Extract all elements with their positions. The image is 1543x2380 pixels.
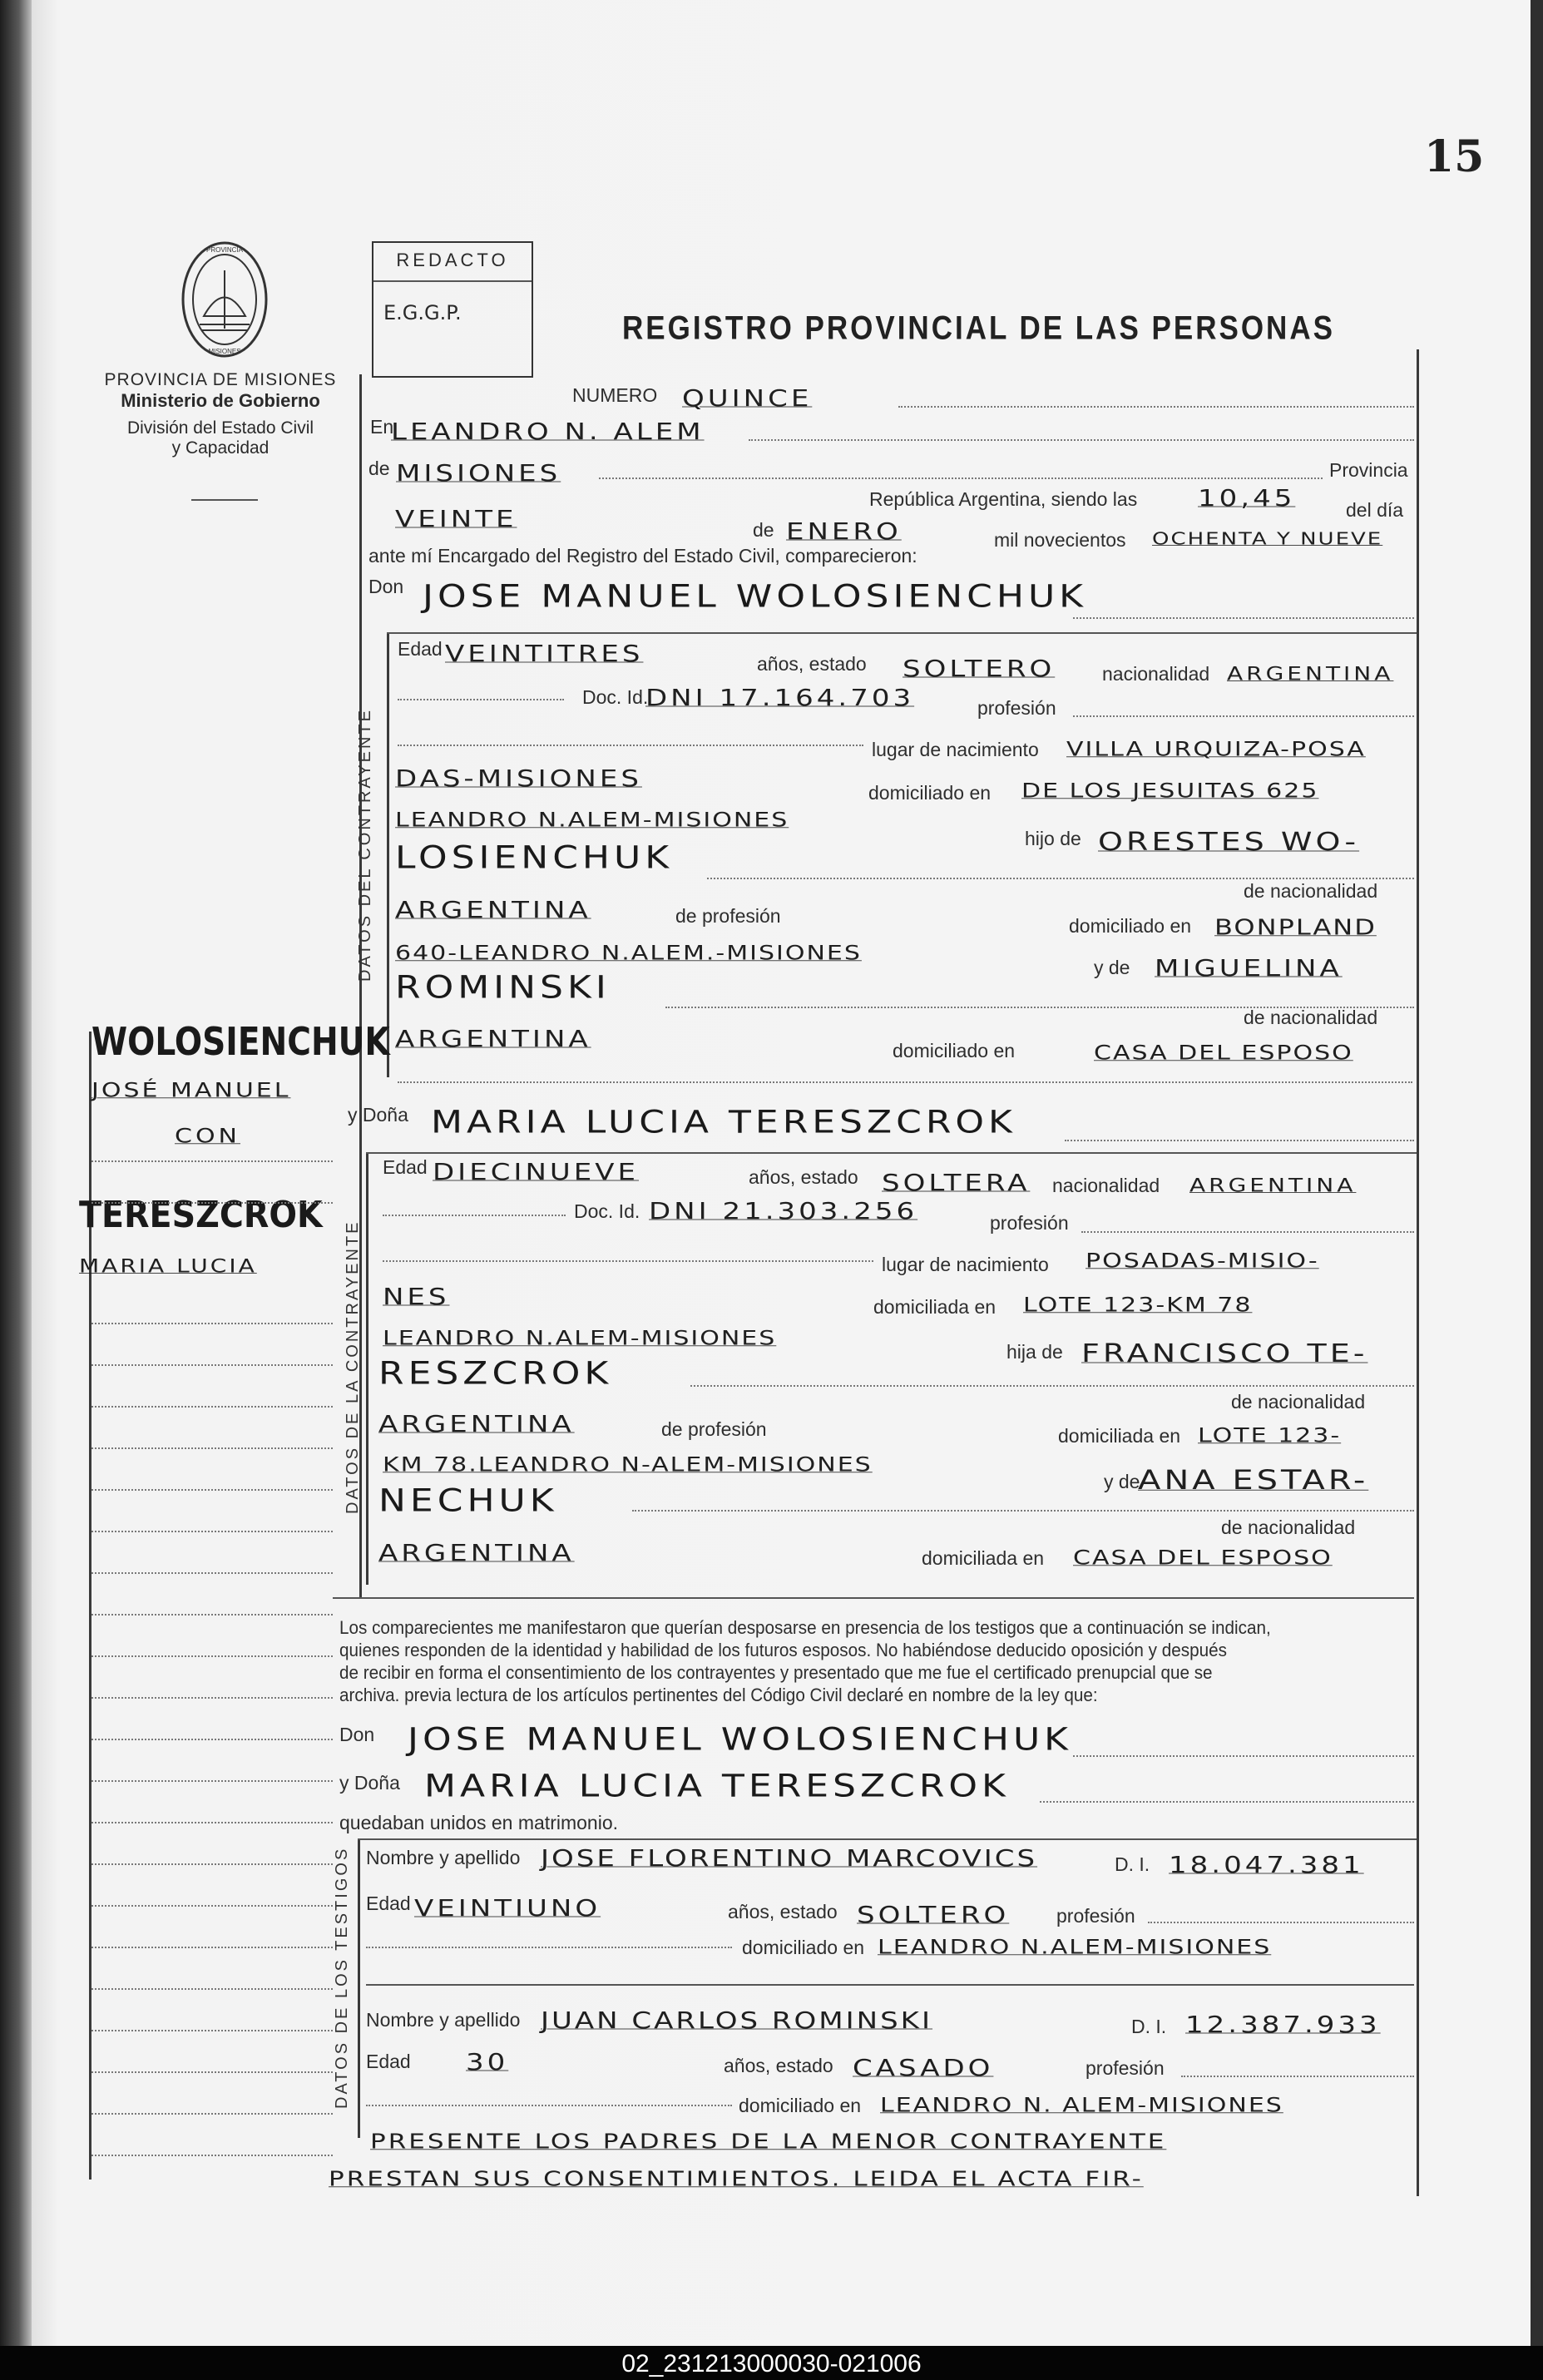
bride-lugar-label: lugar de nacimiento [882, 1254, 1049, 1275]
w1-edad: VEINTIUNO [414, 1895, 601, 1922]
margin-apellido-2: TERESZCROK [79, 1194, 323, 1236]
numero-value: QUINCE [682, 385, 813, 412]
notes-line-2: PRESTAN SUS CONSENTIMIENTOS. LEIDA EL ACTA FIR- [329, 2167, 1144, 2191]
bride-hija-label: hija de [1006, 1341, 1063, 1363]
w2-prof-label: profesión [1086, 2057, 1165, 2079]
w1-dom-label: domiciliado en [742, 1937, 865, 1958]
province-name: PROVINCIA DE MISIONES [104, 370, 337, 389]
groom-edad: VEINTITRES [445, 641, 644, 667]
w1-domicilio: LEANDRO N.ALEM-MISIONES [878, 1936, 1272, 1959]
bride-side-label: DATOS DE LA CONTRAYENTE [344, 1220, 362, 1514]
bride-padre-2: RESZCROK [378, 1355, 613, 1392]
bride-anios-label: años, estado [749, 1166, 858, 1188]
bride-name: MARIA LUCIA TERESZCROK [431, 1104, 1016, 1141]
bride-dona-label: y Doña [348, 1104, 408, 1126]
en-label: En [370, 416, 394, 438]
groom-hijo-label: hijo de [1025, 828, 1081, 849]
del-dia-label: del día [1346, 499, 1404, 521]
w2-nombre: JUAN CARLOS ROMINSKI [541, 2007, 933, 2034]
declaration-dona-label: y Doña [339, 1772, 400, 1794]
redacto-stamp [372, 241, 533, 378]
declaration-don: JOSE MANUEL WOLOSIENCHUK [408, 1721, 1073, 1758]
groom-padre-dom-2: 640-LEANDRO N.ALEM.-MISIONES [395, 942, 862, 965]
division-name: División del Estado Civil [126, 418, 314, 438]
bride-nac-label: nacionalidad [1052, 1175, 1160, 1196]
w1-di-label: D. I. [1115, 1853, 1150, 1875]
bride-madre-1: ANA ESTAR- [1138, 1465, 1369, 1496]
groom-madre-nac: ARGENTINA [395, 1026, 591, 1052]
bride-block-border [366, 1152, 368, 1585]
bride-prof-label: profesión [990, 1212, 1069, 1234]
groom-edad-label: Edad [398, 638, 443, 660]
groom-madre-2: ROMINSKI [395, 969, 611, 1006]
groom-doc: DNI 17.164.703 [645, 685, 915, 711]
groom-lugar-2: DAS-MISIONES [395, 765, 642, 792]
w1-edad-label: Edad [366, 1893, 411, 1914]
seal-bottom-text: MISIONES [208, 348, 241, 355]
bride-madre-dom-label: domiciliada en [922, 1547, 1045, 1569]
bride-doc-label: Doc. Id. [574, 1200, 640, 1222]
hora-value: 10,45 [1198, 485, 1296, 512]
w2-di: 12.387.933 [1185, 2011, 1381, 2038]
numero-label: NUMERO [572, 384, 658, 406]
groom-lugar-1: VILLA URQUIZA-POSA [1066, 738, 1366, 761]
bride-estado: SOLTERA [882, 1170, 1031, 1196]
declaration-paragraph [339, 1616, 1412, 1706]
groom-padre-prof-label: de profesión [675, 905, 781, 927]
w2-di-label: D. I. [1131, 2016, 1167, 2037]
declaration-line-4: archiva. previa lectura de los artículos pertinentes del Código Civil declaré en nombre de la ley que: [339, 1685, 1098, 1705]
groom-padre-nac-label: de nacionalidad [1244, 880, 1378, 902]
provincia-value: MISIONES [396, 460, 561, 487]
w2-domicilio: LEANDRO N. ALEM-MISIONES [880, 2094, 1283, 2117]
bride-padre-dom-1: LOTE 123- [1198, 1424, 1342, 1447]
groom-estado: SOLTERO [903, 656, 1056, 682]
bride-lugar-1: POSADAS-MISIO- [1086, 1249, 1319, 1273]
groom-nac-label: nacionalidad [1102, 663, 1210, 685]
groom-doc-label: Doc. Id. [582, 686, 649, 708]
w1-prof-label: profesión [1056, 1905, 1135, 1927]
margin-nombre-2: MARIA LUCIA [79, 1254, 257, 1277]
republica-label: República Argentina, siendo las [869, 488, 1138, 510]
provincial-seal-icon [179, 237, 270, 362]
groom-y-de-label: y de [1094, 957, 1130, 978]
localidad-value: LEANDRO N. ALEM [391, 418, 705, 445]
bride-domicilio-1: LOTE 123-KM 78 [1023, 1294, 1253, 1317]
declaration-dona: MARIA LUCIA TERESZCROK [424, 1768, 1010, 1804]
declaration-closing: quedaban unidos en matrimonio. [339, 1812, 619, 1833]
mil-label: mil novecientos [994, 529, 1126, 551]
groom-madre-dom-label: domiciliado en [893, 1040, 1016, 1061]
groom-madre-dom: CASA DEL ESPOSO [1094, 1042, 1353, 1065]
groom-lugar-label: lugar de nacimiento [872, 739, 1039, 760]
groom-domicilio-2: LEANDRO N.ALEM-MISIONES [395, 809, 789, 832]
groom-block-border [387, 632, 389, 1077]
bride-padre-nac-label: de nacionalidad [1231, 1391, 1366, 1413]
groom-name: JOSE MANUEL WOLOSIENCHUK [423, 578, 1088, 615]
w2-dom-label: domiciliado en [739, 2095, 862, 2116]
groom-don-label: Don [368, 576, 404, 597]
bride-nacionalidad: ARGENTINA [1189, 1174, 1357, 1196]
bride-dom-label: domiciliada en [873, 1296, 997, 1318]
bride-padre-nac: ARGENTINA [378, 1411, 575, 1437]
margin-con: CON [175, 1125, 241, 1148]
declaration-line-3: de recibir en forma el consentimiento de los contrayentes y presentado que me fue el certificado prenupcial que se [339, 1662, 1213, 1683]
declaration-don-label: Don [339, 1724, 375, 1745]
bride-lugar-2: NES [383, 1284, 450, 1310]
bride-padre-1: FRANCISCO TE- [1081, 1338, 1368, 1368]
groom-side-label: DATOS DEL CONTRAYENTE [356, 708, 374, 982]
footer-code: 02_231213000030-021006 [621, 2350, 922, 2378]
division-sub: y Capacidad [171, 438, 270, 458]
w1-di: 18.047.381 [1169, 1852, 1364, 1878]
w2-anios-label: años, estado [724, 2055, 833, 2076]
bride-edad: DIECINUEVE [433, 1159, 640, 1185]
groom-padre-1: ORESTES WO- [1098, 826, 1360, 856]
left-header-rule [191, 499, 258, 501]
bride-padre-dom-label: domiciliada en [1058, 1425, 1181, 1447]
ante-label: ante mí Encargado del Registro del Estado Civil, comparecieron: [368, 545, 917, 567]
groom-madre-nac-label: de nacionalidad [1244, 1007, 1378, 1028]
w1-nombre-label: Nombre y apellido [366, 1847, 521, 1868]
witness-side-label: DATOS DE LOS TESTIGOS [333, 1846, 351, 2109]
w2-edad: 30 [466, 2049, 509, 2076]
witness-block-border [358, 1838, 360, 2138]
w2-nombre-label: Nombre y apellido [366, 2009, 521, 2031]
bride-doc: DNI 21.303.256 [649, 1198, 918, 1225]
ministry-name: Ministerio de Gobierno [121, 390, 320, 411]
declaration-line-1: Los comparecientes me manifestaron que querían desposarse en presencia de los testigos que a continuación se indican, [339, 1617, 1271, 1638]
groom-padre-2: LOSIENCHUK [395, 839, 674, 876]
seal-top-text: PROVINCIA [205, 246, 244, 254]
groom-domicilio-1: DE LOS JESUITAS 625 [1021, 779, 1319, 803]
bride-madre-nac: ARGENTINA [378, 1540, 575, 1566]
bride-madre-dom: CASA DEL ESPOSO [1073, 1546, 1333, 1570]
main-right-border [1417, 349, 1419, 2196]
redacto-rule [373, 280, 532, 282]
page-number: 15 [1424, 131, 1485, 182]
margin-nombre-1: JOSÉ MANUEL [91, 1079, 291, 1102]
de-label: de [368, 458, 390, 479]
bride-padre-prof-label: de profesión [661, 1418, 767, 1440]
notes-line-1: PRESENTE LOS PADRES DE LA MENOR CONTRAYENTE [370, 2130, 1167, 2154]
margin-apellido-1: WOLOSIENCHUK [91, 1019, 390, 1064]
groom-madre-1: MIGUELINA [1155, 955, 1343, 982]
mes-value: ENERO [786, 518, 902, 545]
groom-nacionalidad: ARGENTINA [1227, 662, 1394, 685]
de-mes-label: de [753, 519, 774, 541]
document-title: REGISTRO PROVINCIAL DE LAS PERSONAS [622, 309, 1335, 347]
declaration-line-2: quienes responden de la identidad y habilidad de los futuros esposos. No habiéndose deducido oposición y después [339, 1640, 1227, 1660]
groom-padre-dom-label: domiciliado en [1069, 915, 1192, 937]
groom-prof-label: profesión [977, 697, 1056, 719]
w1-estado: SOLTERO [857, 1902, 1010, 1928]
bride-padre-dom-2: KM 78.LEANDRO N-ALEM-MISIONES [383, 1453, 873, 1477]
w2-estado: CASADO [853, 2055, 994, 2081]
redacto-initials: E.G.G.P. [383, 301, 462, 324]
bride-domicilio-2: LEANDRO N.ALEM-MISIONES [383, 1327, 777, 1350]
bride-edad-label: Edad [383, 1156, 428, 1178]
anio-value: OCHENTA Y NUEVE [1152, 529, 1383, 549]
dia-value: VEINTE [395, 506, 517, 532]
bride-block-bottom [333, 1597, 1414, 1599]
w1-nombre: JOSE FLORENTINO MARCOVICS [541, 1845, 1038, 1872]
groom-dom-label: domiciliado en [868, 782, 992, 804]
book-binding [0, 0, 32, 2346]
left-header [87, 370, 354, 458]
groom-anios-label: años, estado [757, 653, 867, 675]
provincia-label: Provincia [1329, 459, 1408, 481]
redacto-label: REDACTO [396, 250, 509, 270]
bride-madre-2: NECHUK [378, 1482, 558, 1519]
groom-padre-nac: ARGENTINA [395, 897, 591, 923]
bride-y-de-label: y de [1104, 1471, 1140, 1492]
w1-anios-label: años, estado [728, 1901, 838, 1922]
bride-madre-nac-label: de nacionalidad [1221, 1517, 1356, 1538]
w2-edad-label: Edad [366, 2051, 411, 2072]
groom-padre-dom-1: BONPLAND [1214, 914, 1377, 940]
